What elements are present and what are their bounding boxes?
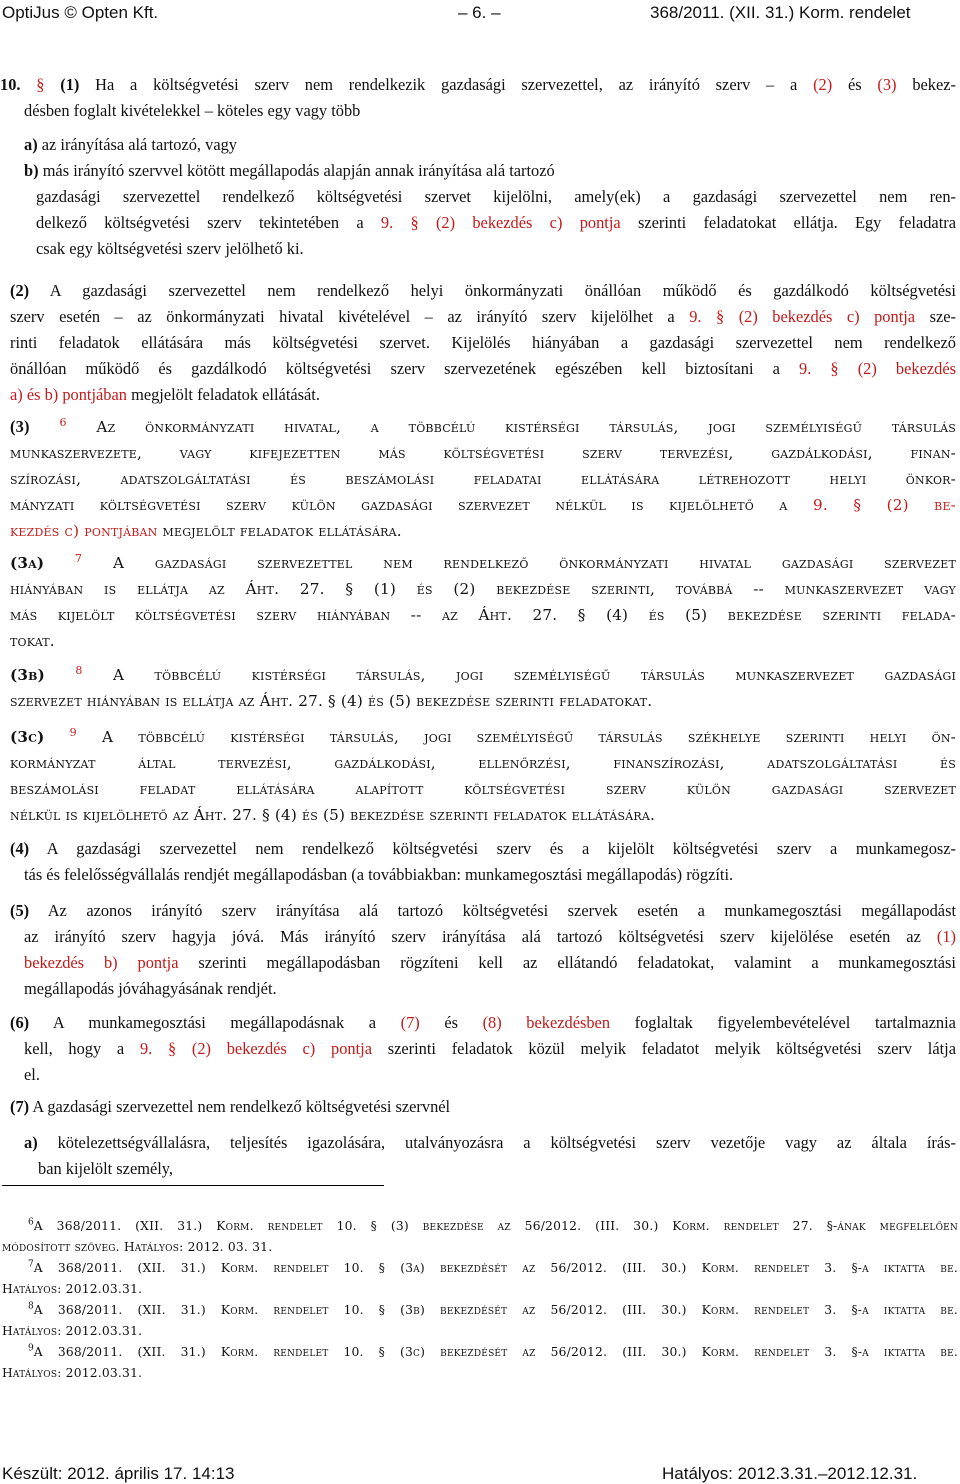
text-line: Az azonos irányító szerv irányítása alá tartozó költségvetési szervek esetén a munkamegosztási megállapodást (47, 901, 957, 920)
section-number: 10. (0, 75, 21, 94)
text-line: megjelölt feladatok ellátását. (131, 385, 320, 404)
subsection-number: (7) (10, 1097, 30, 1116)
paragraph-10-3a (10, 550, 956, 654)
text-line: kormányzat által tervezési, gazdálkodási, ellenőrzési, finanszírozási, adatszolgáltatási és (10, 754, 956, 772)
text-line: gazdasági szervezettel rendelkező költségvetési szervet kijelölni, amely(ek) a gazdasági szervezettel nem ren- (36, 187, 956, 206)
footnote-6 (2, 1216, 958, 1257)
text-line: delkező költségvetési szerv tekintetében a (36, 213, 364, 232)
subsection-number: (3c) (10, 728, 45, 746)
text-line: szerinti megállapodásban rögzíteni kell az ellátandó feladatokat, valamint a munkamegosztási (198, 953, 956, 972)
footer-validity: Hatályos: 2012.3.31.–2012.12.31. (662, 1464, 918, 1483)
text-line: A többcélú kistérségi társulás, jogi személyiségű társulás munkaszervezet gazdasági (113, 666, 957, 684)
subsection-number: (6) (10, 1013, 30, 1032)
text-line: az irányító szerv hagyja jóvá. Más irányító szerv irányítása alá tartozó költségvetési szerv kijelölése esetén az (24, 927, 921, 946)
text-line: szerinti feladatokat ellátja. Egy feladatra (637, 213, 956, 232)
text-line: ban kijelölt személy, (38, 1159, 174, 1178)
paragraph-10-2 (10, 278, 956, 408)
footnote-marker[interactable]: 7 (75, 551, 83, 565)
footnote-number: 6 (28, 1217, 34, 1228)
footnote-separator (2, 1185, 384, 1186)
paragraph-10-4 (10, 836, 956, 888)
list-item-a (24, 132, 956, 158)
footnote-text: A 368/2011. (XII. 31.) Korm. rendelet 10. § (3) bekezdése az 56/2012. (III. 30.) Korm. rendelet 27. §-ának megfelelően (33, 1219, 958, 1233)
text-line: csak egy költségvetési szerv jelölhető ki. (36, 239, 304, 258)
text-line: beszámolási feladat ellátására alapított költségvetési szerv külön gazdasági szervezet (10, 780, 956, 798)
footnote-text: A 368/2011. (XII. 31.) Korm. rendelet 10. § (3a) bekezdését az 56/2012. (III. 30.) Korm. rendelet 3. §-a iktatta be. (33, 1261, 958, 1275)
subsection-number: (2) (10, 281, 30, 300)
paragraph-10-3c (10, 724, 956, 828)
paragraph-10-6 (10, 1010, 956, 1088)
footnote-number: 9 (28, 1343, 34, 1354)
paragraph-continuation (36, 184, 956, 262)
cross-reference-link[interactable]: a) és b) pontjában (10, 385, 127, 404)
text-line: szervezet hiányában is ellátja az Áht. 27. § (4) és (5) bekezdése szerinti feladatokat. (10, 692, 653, 710)
text-line: A gazdasági szervezettel nem rendelkező költségvetési szervnél (32, 1097, 451, 1116)
paragraph-10-5 (10, 898, 956, 1002)
list-text: az irányítása alá tartozó, vagy (41, 135, 237, 154)
footnote-text: Hatályos: 2012.03.31. (2, 1324, 143, 1338)
text-line: Ha a költségvetési szerv nem rendelkezik gazdasági szervezettel, az irányító szerv – a (95, 75, 798, 94)
header-publisher: OptiJus © Opten Kft. (2, 3, 159, 22)
text-line: más kijelölt költségvetési szerv hiányában -- az Áht. 27. § (4) és (5) bekezdése szerinti felada- (10, 606, 956, 624)
text-line: megjelölt feladatok ellátására. (162, 522, 402, 540)
text-line: A gazdasági szervezettel nem rendelkező önkormányzati hivatal gazdasági szervezet (112, 554, 957, 572)
footnote-8 (2, 1300, 958, 1341)
text-line: nélkül is kijelölhető az Áht. 27. § (4) és (5) bekezdése szerinti feladatok ellátására. (10, 806, 656, 824)
text-line: A munkamegosztási megállapodásnak a (52, 1013, 377, 1032)
cross-reference-link[interactable]: 9. § (2) bekezdés c) pontja (380, 213, 621, 232)
page-header (0, 3, 960, 25)
text-line: foglaltak figyelembevételével tartalmaznia (634, 1013, 956, 1032)
text-line: Az önkormányzati hivatal, a többcélú kistérségi társulás, jogi személyiségű társulás (96, 418, 956, 436)
text-line: el. (24, 1065, 40, 1084)
subsection-number: (5) (10, 901, 30, 920)
subsection-number: (1) (60, 75, 80, 94)
subsection-number: (4) (10, 839, 30, 858)
footnote-marker[interactable]: 8 (75, 663, 83, 677)
paragraph-10-7 (10, 1094, 956, 1120)
list-item-7a (24, 1130, 956, 1182)
subsection-number: (3b) (10, 666, 46, 684)
text-line: szerinti feladatok közül melyik feladatot melyik költségvetési szerv látja (387, 1039, 956, 1058)
text-line: kötelezettségvállalásra, teljesítés igazolására, utalványozásra a költségvetési szerv vezetője vagy az általa írás- (57, 1133, 956, 1152)
footnote-text: Hatályos: 2012.03.31. (2, 1282, 143, 1296)
text-line: önállóan működő és gazdálkodó költségvetési szerv szervezetének egészében kell biztosítani a (10, 359, 780, 378)
section-symbol-link[interactable]: § (36, 75, 45, 94)
text-line: mányzati költségvetési szerv külön gazdasági szervezet nélkül is kijelölhető a (10, 496, 788, 514)
text-line: tokat. (10, 632, 55, 650)
text-line: bekez- (912, 75, 956, 94)
cross-reference-link[interactable]: (1) (936, 927, 956, 946)
footnote-text: A 368/2011. (XII. 31.) Korm. rendelet 10. § (3b) bekezdését az 56/2012. (III. 30.) Korm. rendelet 3. §-a iktatta be. (33, 1303, 958, 1317)
footnote-marker[interactable]: 9 (69, 725, 77, 739)
cross-reference-link[interactable]: (2) (813, 75, 833, 94)
text-line: és (847, 75, 862, 94)
text-line: tás és felelősségvállalás rendjét megállapodásban (a továbbiakban: munkamegosztási megállapodás) rögzíti. (24, 865, 734, 884)
text-line: désben foglalt kivételekkel – köteles egy vagy több (24, 101, 361, 120)
footnote-text: Hatályos: 2012.03.31. (2, 1366, 143, 1380)
footnote-text: A 368/2011. (XII. 31.) Korm. rendelet 10. § (3c) bekezdését az 56/2012. (III. 30.) Korm. rendelet 3. §-a iktatta be. (33, 1345, 958, 1359)
text-line: szírozási, adatszolgáltatási és beszámolási feladatai ellátására létrehozott helyi önkor- (10, 470, 956, 488)
footnote-7 (2, 1258, 958, 1299)
text-line: kell, hogy a (24, 1039, 125, 1058)
text-line: A gazdasági szervezettel nem rendelkező költségvetési szerv és a kijelölt költségvetési szerv a munkamegosz- (46, 839, 956, 858)
list-label: a) (24, 1133, 38, 1152)
subsection-number: (3) (10, 417, 30, 436)
paragraph-10-3 (10, 414, 956, 544)
text-line: hiányában is ellátja az Áht. 27. § (1) és (2) bekezdése szerinti, továbbá -- munkaszervezet vagy (10, 580, 956, 598)
footer-created: Készült: 2012. április 17. 14:13 (2, 1464, 235, 1483)
text-line: A többcélú kistérségi társulás, jogi személyiségű társulás székhelye szerinti helyi ön- (102, 728, 957, 746)
subsection-number: (3a) (10, 554, 45, 572)
cross-reference-link[interactable]: (8) bekezdésben (482, 1013, 611, 1032)
footnote-marker[interactable]: 6 (59, 415, 67, 429)
cross-reference-link[interactable]: (7) (400, 1013, 420, 1032)
cross-reference-link[interactable]: (3) (877, 75, 897, 94)
footnote-number: 7 (28, 1259, 34, 1270)
text-line: munkaszervezete, vagy kifejezetten más költségvetési szerv tervezési, gazdálkodási, finan- (10, 444, 956, 462)
paragraph-10-1 (0, 72, 956, 124)
cross-reference-link[interactable]: bekezdés b) pontja (24, 953, 179, 972)
text-line: szerv esetén – az önkormányzati hivatal kivételével – az irányító szerv kijelölhet a (10, 307, 675, 326)
cross-reference-link[interactable]: 9. § (2) bekezdés c) pontja (689, 307, 916, 326)
header-page-number: – 6. – (458, 3, 501, 22)
text-line: és (444, 1013, 458, 1032)
cross-reference-link[interactable]: 9. § (2) be- (813, 496, 956, 514)
paragraph-10-3b (10, 662, 956, 714)
footnote-text: módosított szöveg. Hatályos: 2012. 03. 31. (2, 1240, 273, 1254)
list-item-b (24, 158, 956, 184)
cross-reference-link[interactable]: 9. § (2) bekezdés (799, 359, 956, 378)
cross-reference-link[interactable]: 9. § (2) bekezdés c) pontja (139, 1039, 372, 1058)
text-line: A gazdasági szervezettel nem rendelkező helyi önkormányzati önállóan működő és gazdálkodó költségvetési (49, 281, 956, 300)
footnote-number: 8 (28, 1301, 34, 1312)
text-line: rinti feladatok ellátására más költségvetési szervet. Kijelölés hiányában a gazdasági szervezettel nem rendelkező (10, 333, 956, 352)
list-label: a) (24, 135, 38, 154)
header-document-title: 368/2011. (XII. 31.) Korm. rendelet (650, 3, 911, 22)
cross-reference-link[interactable]: kezdés c) pontjában (10, 522, 158, 540)
list-label: b) (24, 161, 39, 180)
text-line: megállapodás jóváhagyásának rendjét. (24, 979, 277, 998)
list-text: más irányító szervvel kötött megállapodás alapján annak irányítása alá tartozó (42, 161, 555, 180)
footnote-9 (2, 1342, 958, 1383)
text-line: sze- (929, 307, 956, 326)
